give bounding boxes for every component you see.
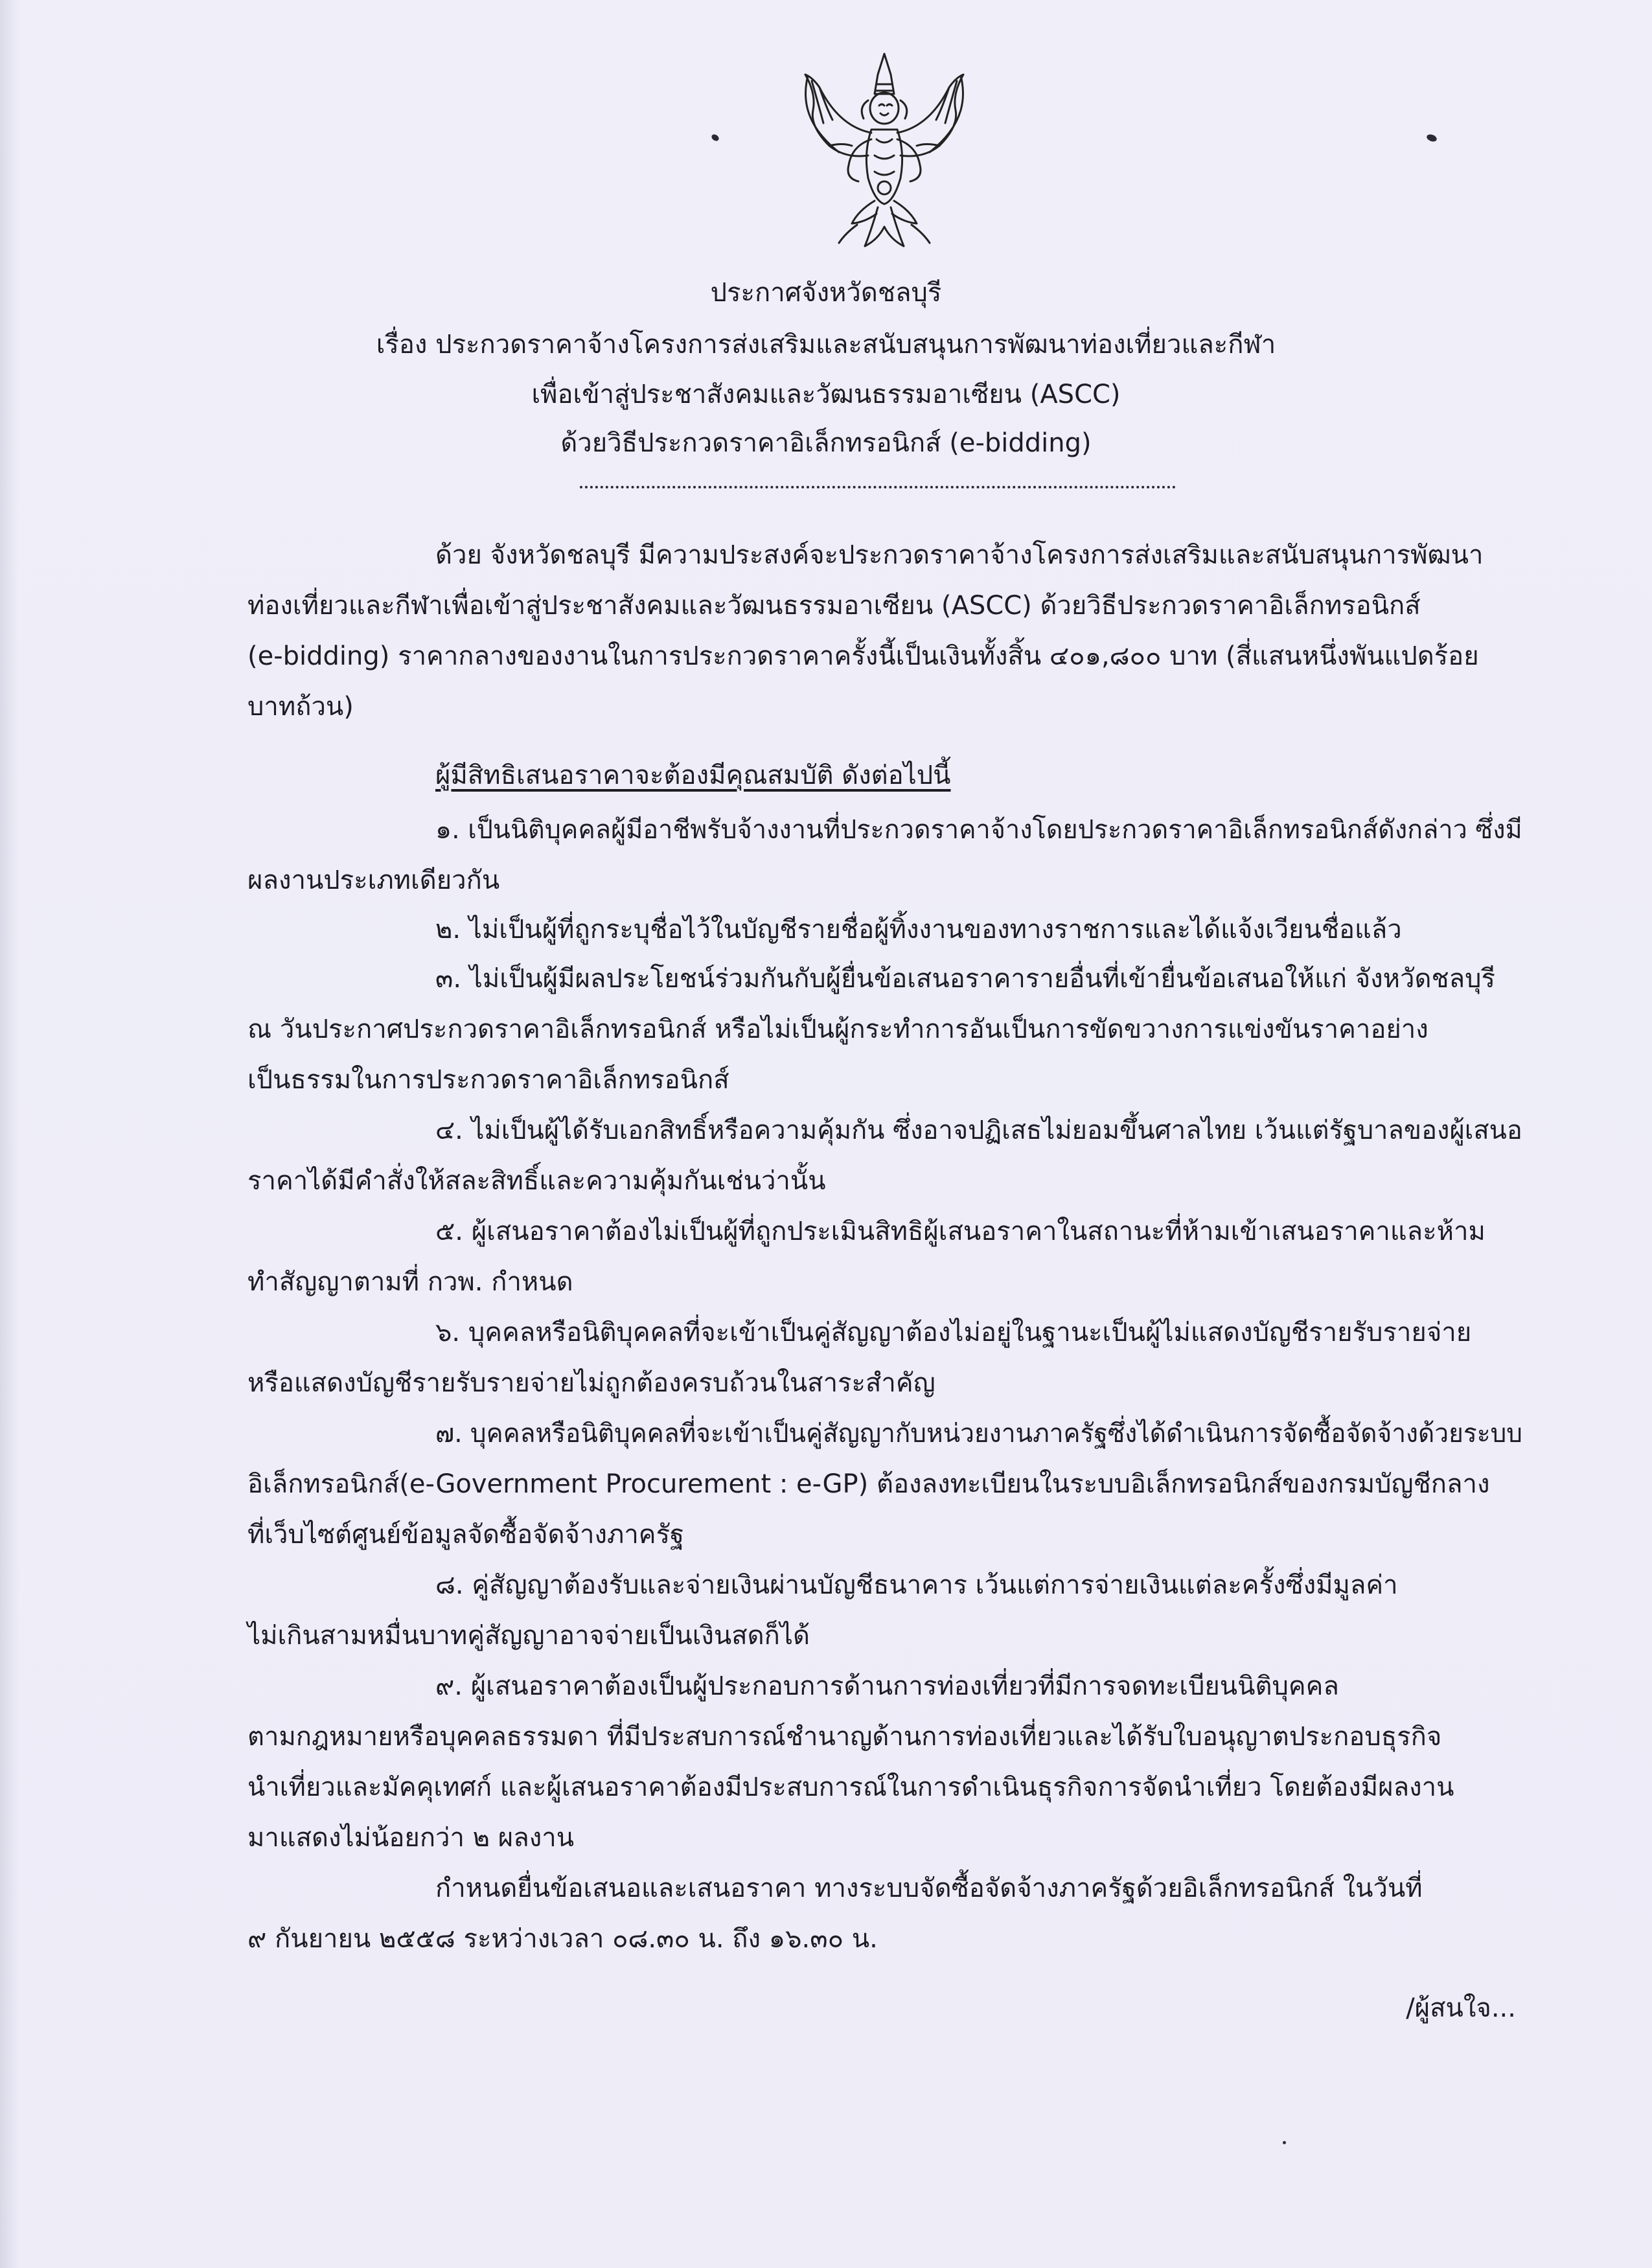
qualification-line: ๔. ไม่เป็นผู้ได้รับเอกสิทธิ์หรือความคุ้มกัน ซึ่งอาจปฏิเสธไม่ยอมขึ้นศาลไทย เว้นแต่รัฐบาลของผู้เสนอ	[435, 1116, 1522, 1145]
subject-line-2: เพื่อเข้าสู่ประชาสังคมและวัฒนธรรมอาเซียน (ASCC)	[531, 380, 1121, 409]
continuation-note: /ผู้สนใจ...	[1406, 1993, 1516, 2023]
subject-line: เรื่อง ประกวดราคาจ้างโครงการส่งเสริมและสนับสนุนการพัฒนาท่องเที่ยวและกีฬา	[376, 330, 1276, 360]
document-title: ประกาศจังหวัดชลบุรี	[710, 278, 942, 308]
qualification-line: ที่เว็บไซต์ศูนย์ข้อมูลจัดซื้อจัดจ้างภาครัฐ	[247, 1520, 685, 1550]
qualification-line: นำเที่ยวและมัคคุเทศก์ และผู้เสนอราคาต้องมีประสบการณ์ในการดำเนินธุรกิจการจัดนำเที่ยว โดยต้องมีผลงาน	[247, 1772, 1454, 1802]
garuda-emblem-icon	[781, 49, 988, 256]
intro-line: ท่องเที่ยวและกีฬาเพื่อเข้าสู่ประชาสังคมและวัฒนธรรมอาเซียน (ASCC) ด้วยวิธีประกวดราคาอิเล็กทรอนิกส์	[247, 591, 1421, 621]
qualifications-heading: ผู้มีสิทธิเสนอราคาจะต้องมีคุณสมบัติ ดังต่อไปนี้	[435, 761, 951, 790]
qualification-line: หรือแสดงบัญชีรายรับรายจ่ายไม่ถูกต้องครบถ้วนในสาระสำคัญ	[247, 1368, 935, 1398]
intro-line: บาทถ้วน)	[247, 692, 354, 722]
qualification-line: ๘. คู่สัญญาต้องรับและจ่ายเงินผ่านบัญชีธนาคาร เว้นแต่การจ่ายเงินแต่ละครั้งซึ่งมีมูลค่า	[435, 1570, 1398, 1600]
intro-line: ด้วย จังหวัดชลบุรี มีความประสงค์จะประกวดราคาจ้างโครงการส่งเสริมและสนับสนุนการพัฒนา	[435, 540, 1484, 570]
qualification-line: ไม่เกินสามหมื่นบาทคู่สัญญาอาจจ่ายเป็นเงินสดก็ได้	[247, 1621, 810, 1651]
qualification-line: ๕. ผู้เสนอราคาต้องไม่เป็นผู้ที่ถูกประเมินสิทธิผู้เสนอราคาในสถานะที่ห้ามเข้าเสนอราคาและห้าม	[435, 1217, 1486, 1246]
intro-line: (e-bidding) ราคากลางของงานในการประกวดราคาครั้งนี้เป็นเงินทั้งสิ้น ๔๐๑,๘๐๐ บาท (สี่แสนหนึ่งพันแปดร้อย	[247, 641, 1479, 671]
scan-speck	[1283, 2141, 1286, 2144]
qualification-line: ทำสัญญาตามที่ กวพ. กำหนด	[247, 1267, 573, 1297]
qualification-line: ๖. บุคคลหรือนิติบุคคลที่จะเข้าเป็นคู่สัญญาต้องไม่อยู่ในฐานะเป็นผู้ไม่แสดงบัญชีรายรับรายจ่าย	[435, 1318, 1472, 1347]
deadline-line: ๙ กันยายน ๒๕๕๘ ระหว่างเวลา ๐๘.๓๐ น. ถึง ๑๖.๓๐ น.	[247, 1924, 878, 1954]
qualification-line: ๑. เป็นนิติบุคคลผู้มีอาชีพรับจ้างงานที่ประกวดราคาจ้างโดยประกวดราคาอิเล็กทรอนิกส์ดังกล่าว ซึ่งมี	[435, 815, 1522, 845]
qualification-line: มาแสดงไม่น้อยกว่า ๒ ผลงาน	[247, 1823, 575, 1853]
qualification-line: ๗. บุคคลหรือนิติบุคคลที่จะเข้าเป็นคู่สัญญากับหน่วยงานภาครัฐซึ่งได้ดำเนินการจัดซื้อจัดจ้างด้วยระบบ	[435, 1419, 1522, 1449]
qualification-line: ๒. ไม่เป็นผู้ที่ถูกระบุชื่อไว้ในบัญชีรายชื่อผู้ทิ้งงานของทางราชการและได้แจ้งเวียนชื่อแล้ว	[435, 915, 1402, 945]
qualification-line: เป็นธรรมในการประกวดราคาอิเล็กทรอนิกส์	[247, 1065, 729, 1095]
qualification-line: ผลงานประเภทเดียวกัน	[247, 865, 500, 895]
dotted-separator	[580, 486, 1176, 488]
qualification-line: ณ วันประกาศประกวดราคาอิเล็กทรอนิกส์ หรือไม่เป็นผู้กระทำการอันเป็นการขัดขวางการแข่งขันราคาอย่าง	[247, 1014, 1428, 1044]
qualification-line: ตามกฎหมายหรือบุคคลธรรมดา ที่มีประสบการณ์ชำนาญด้านการท่องเที่ยวและได้รับใบอนุญาตประกอบธุรกิจ	[247, 1722, 1442, 1752]
qualification-line: ราคาได้มีคำสั่งให้สละสิทธิ์และความคุ้มกันเช่นว่านั้น	[247, 1166, 826, 1196]
scan-speck	[1426, 133, 1438, 143]
qualification-line: ๙. ผู้เสนอราคาต้องเป็นผู้ประกอบการด้านการท่องเที่ยวที่มีการจดทะเบียนนิติบุคคล	[435, 1671, 1339, 1701]
scan-speck	[711, 133, 720, 142]
qualification-line: ๓. ไม่เป็นผู้มีผลประโยชน์ร่วมกันกับผู้ยื่นข้อเสนอราคารายอื่นที่เข้ายื่นข้อเสนอให้แก่ จังหวัดชลบุรี	[435, 964, 1495, 994]
deadline-line: กำหนดยื่นข้อเสนอและเสนอราคา ทางระบบจัดซื้อจัดจ้างภาครัฐด้วยอิเล็กทรอนิกส์ ในวันที่	[435, 1873, 1423, 1903]
subject-line-3: ด้วยวิธีประกวดราคาอิเล็กทรอนิกส์ (e-bidding)	[560, 428, 1092, 458]
qualification-line: อิเล็กทรอนิกส์(e-Government Procurement : e-GP) ต้องลงทะเบียนในระบบอิเล็กทรอนิกส์ของกรมบัญชีกลาง	[247, 1469, 1490, 1499]
